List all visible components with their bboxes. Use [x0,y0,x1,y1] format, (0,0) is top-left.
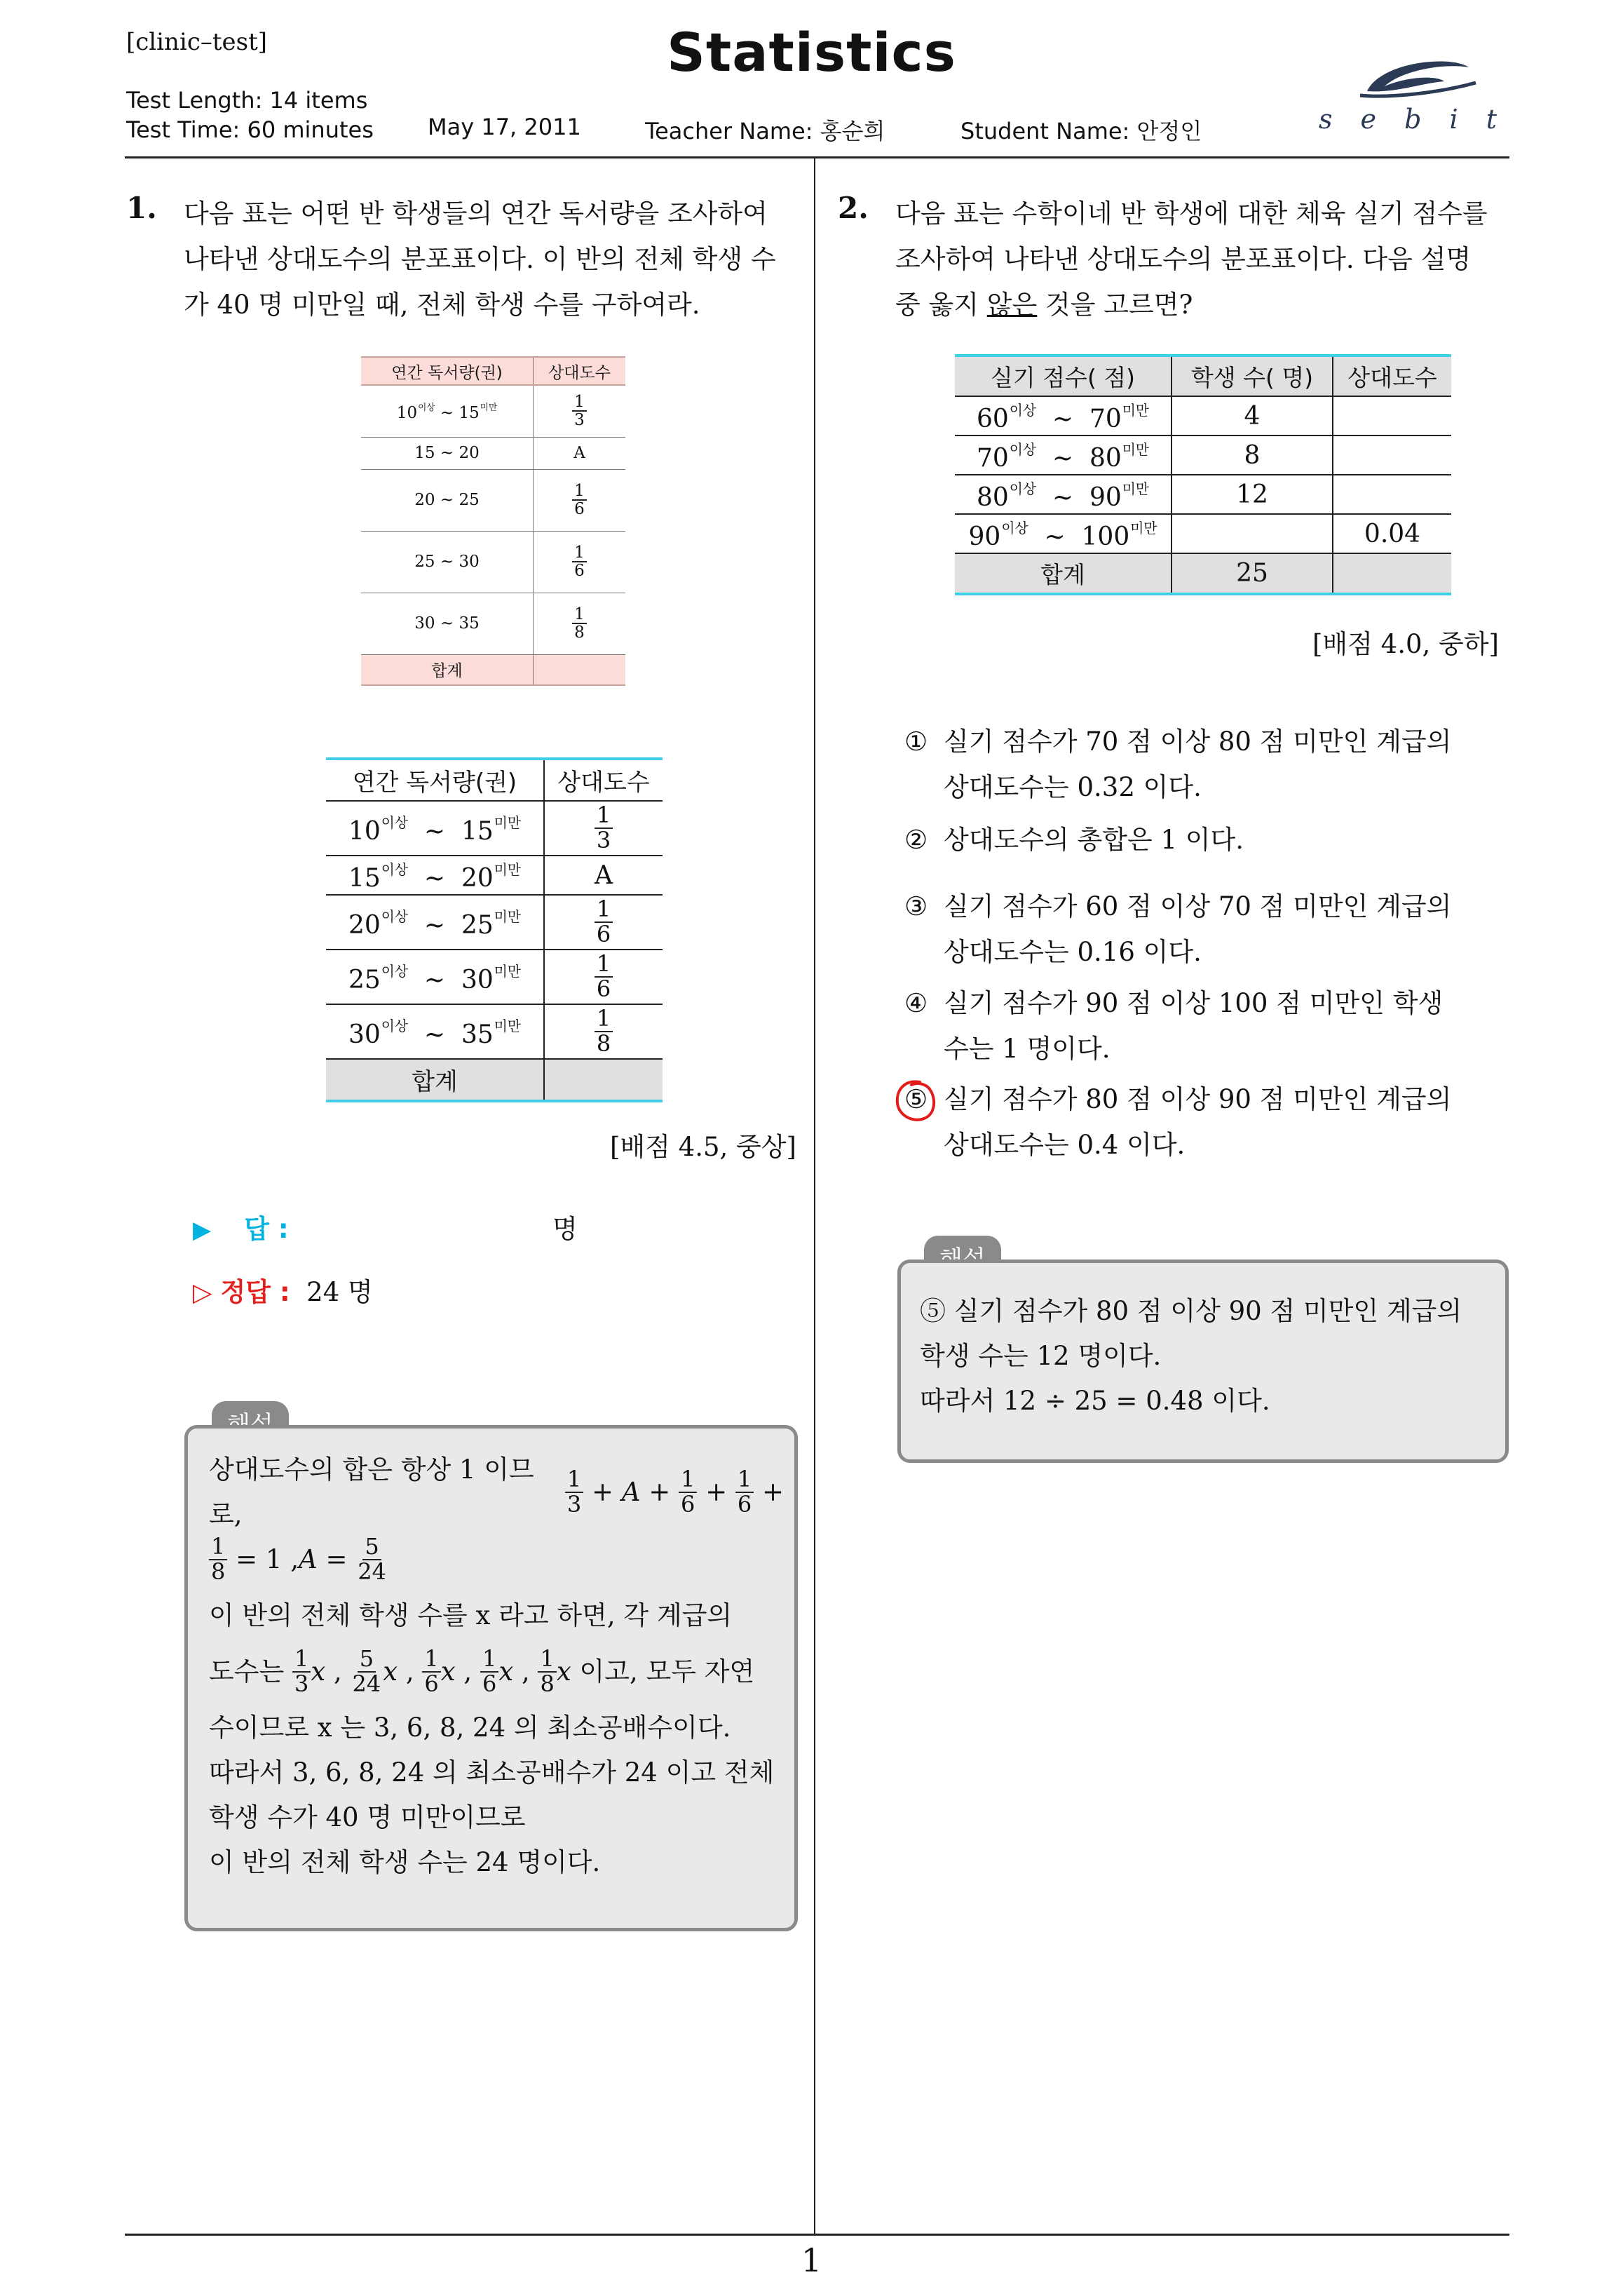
table-header: 상대도수 [544,759,663,801]
table-total-label: 합계 [326,1059,544,1101]
page-title: Statistics [667,21,956,83]
table-cell: $30^{이상}$ ~ $35^{미만}$ [326,1004,544,1059]
table-header: 상대도수 [534,357,626,385]
test-date: May 17, 2011 [428,114,581,140]
correct-value: 24 명 [306,1277,373,1307]
q1-text-line: 가 40 명 미만일 때, 전체 학생 수를 구하여라. [184,290,700,320]
table-cell: $20^{이상}$ ~ $25^{미만}$ [326,895,544,950]
q1-text-line: 나타낸 상대도수의 분포표이다. 이 반의 전체 학생 수 [184,244,776,274]
q1-text [184,191,801,327]
sebit-logo [1318,55,1507,139]
q2-table [955,354,1451,595]
correct-label: 정답 : [220,1277,290,1307]
table-cell: $\frac{1}{6}$ [544,950,663,1004]
table-header: 연간 독서량(권) [326,759,544,801]
table-cell: 20 ~ 25 [361,469,534,531]
table-cell: $80^{이상}$ ~ $90^{미만}$ [955,475,1172,514]
svg-text:s e b i t: s e b i t [1318,104,1507,135]
test-length: Test Length: 14 items [126,87,368,114]
table-cell: $60^{이상}$ ~ $70^{미만}$ [955,396,1172,435]
table-cell: $70^{이상}$ ~ $80^{미만}$ [955,435,1172,475]
table-header: 학생 수( 명) [1172,356,1333,396]
q2-text-line: 중 옳지 않은 것을 고르면? [895,290,1193,320]
q2-text-line: 조사하여 나타낸 상대도수의 분포표이다. 다음 설명 [895,244,1472,274]
table-cell: 0.04 [1333,514,1451,553]
q2-choice-5[interactable]: ⑤ 실기 점수가 80 점 이상 90 점 미만인 계급의 상대도수는 0.4 이다. [904,1084,1452,1160]
q1-text-line: 다음 표는 어떤 반 학생들의 연간 독서량을 조사하여 [184,198,768,229]
table-cell: $\frac{1}{8}$ [544,1004,663,1059]
table-cell [1333,396,1451,435]
table-cell: $10^{이상}$ ~ $15^{미만}$ [326,801,544,856]
table-cell: $15^{이상}$ ~ $20^{미만}$ [326,856,544,895]
table-cell: $\frac{1}{6}$ [534,531,626,593]
table-cell: 12 [1172,475,1333,514]
q1-number: 1. [126,191,157,225]
table-cell: $25^{이상}$ ~ $30^{미만}$ [326,950,544,1004]
q1-image-table [361,356,625,686]
q1-correct-row [193,1271,373,1309]
answer-unit: 명 [552,1214,578,1244]
answer-label: 답 : [244,1214,289,1244]
table-total-value [534,654,626,685]
answer-input[interactable] [315,1203,547,1239]
test-time: Test Time: 60 minutes [126,116,374,143]
table-cell: 30 ~ 35 [361,593,534,654]
table-cell: 25 ~ 30 [361,531,534,593]
correct-arrow-icon: ▷ [193,1278,212,1307]
table-cell: $10^{이상}$ ~ $15^{미만}$ [361,385,534,437]
table-cell: 15 ~ 20 [361,437,534,469]
q1-table [326,757,663,1102]
table-total-count: 25 [1172,553,1333,594]
q2-number: 2. [838,191,869,225]
table-total-label: 합계 [361,654,534,685]
table-cell [1333,475,1451,514]
table-header: 실기 점수( 점) [955,356,1172,396]
table-cell: $\frac{1}{6}$ [544,895,663,950]
q2-choice-1[interactable]: ① 실기 점수가 70 점 이상 80 점 미만인 계급의 상대도수는 0.32 이다. [904,727,1452,802]
answer-arrow-icon: ▶ [193,1216,212,1244]
q2-text [895,191,1512,327]
table-cell: A [544,856,663,895]
table-cell: $\frac{1}{6}$ [534,469,626,531]
q1-answer-row [193,1208,289,1245]
page-number: 1 [801,2241,822,2279]
column-divider [814,158,815,2234]
test-tag: [clinic–test] [126,28,268,56]
q2-choice-2[interactable]: ② 상대도수의 총합은 1 이다. [904,825,1244,855]
table-cell: 4 [1172,396,1333,435]
q2-choice-4[interactable]: ④ 실기 점수가 90 점 이상 100 점 미만인 학생 수는 1 명이다. [904,988,1444,1064]
q2-explanation-text: ⑤ 실기 점수가 80 점 이상 90 점 미만인 계급의 학생 수는 12 명이다. 따라서 12 ÷ 25 = 0.48 이다. [920,1296,1462,1416]
selected-mark-icon [892,1076,941,1127]
table-header: 연간 독서량(권) [361,357,534,385]
q1-score: [배점 4.5, 중상] [610,1132,796,1162]
table-total-rel [1333,553,1451,594]
table-cell: $\frac{1}{8}$ [534,593,626,654]
student-name: Student Name: 안정인 [960,118,1202,144]
q2-score: [배점 4.0, 중하] [1312,629,1499,659]
table-total-value [544,1059,663,1101]
table-header: 상대도수 [1333,356,1451,396]
q1-explanation-text: 상대도수의 합은 항상 1 이므로, $\frac{1}{3}$ + A + $\frac{1}{6}$ + $\frac{1}{6}$ + $\frac{1}{8}$ = 1 , A = $\frac{5}{24}$ 이 반의 전체 학생 수를 x 라고 하면, 각 계급의 도수는 $\frac{1}{3}$ x , $\frac{5}{24}$ x , $\frac{1}{6}$ x , $\frac{1}{6}$ x , $\frac{1}{8}$ x 이고, 모두 자연 수이므로 x 는 3, 6, 8, 24 의 최소공배수이다. 따라서 3, 6, 8, 24 의 최소공배수가 24 이고 전체 학생 수가 40 명 미만이므로 이 반의 전체 학생 수는 24 명이다. [209,1454,784,1877]
footer-rule [125,2234,1509,2236]
table-total-label: 합계 [955,553,1172,594]
teacher-name: Teacher Name: 홍순희 [645,118,885,144]
table-cell: 8 [1172,435,1333,475]
table-cell [1172,514,1333,553]
table-cell: $\frac{1}{3}$ [534,385,626,437]
table-cell [1333,435,1451,475]
table-cell: $90^{이상}$ ~ $100^{미만}$ [955,514,1172,553]
q2-choice-3[interactable]: ③ 실기 점수가 60 점 이상 70 점 미만인 계급의 상대도수는 0.16 이다. [904,891,1452,967]
q2-text-line: 다음 표는 수학이네 반 학생에 대한 체육 실기 점수를 [895,198,1488,229]
header-rule [125,156,1509,158]
sebit-logo-icon [1318,55,1507,139]
table-cell: A [534,437,626,469]
table-cell: $\frac{1}{3}$ [544,801,663,856]
